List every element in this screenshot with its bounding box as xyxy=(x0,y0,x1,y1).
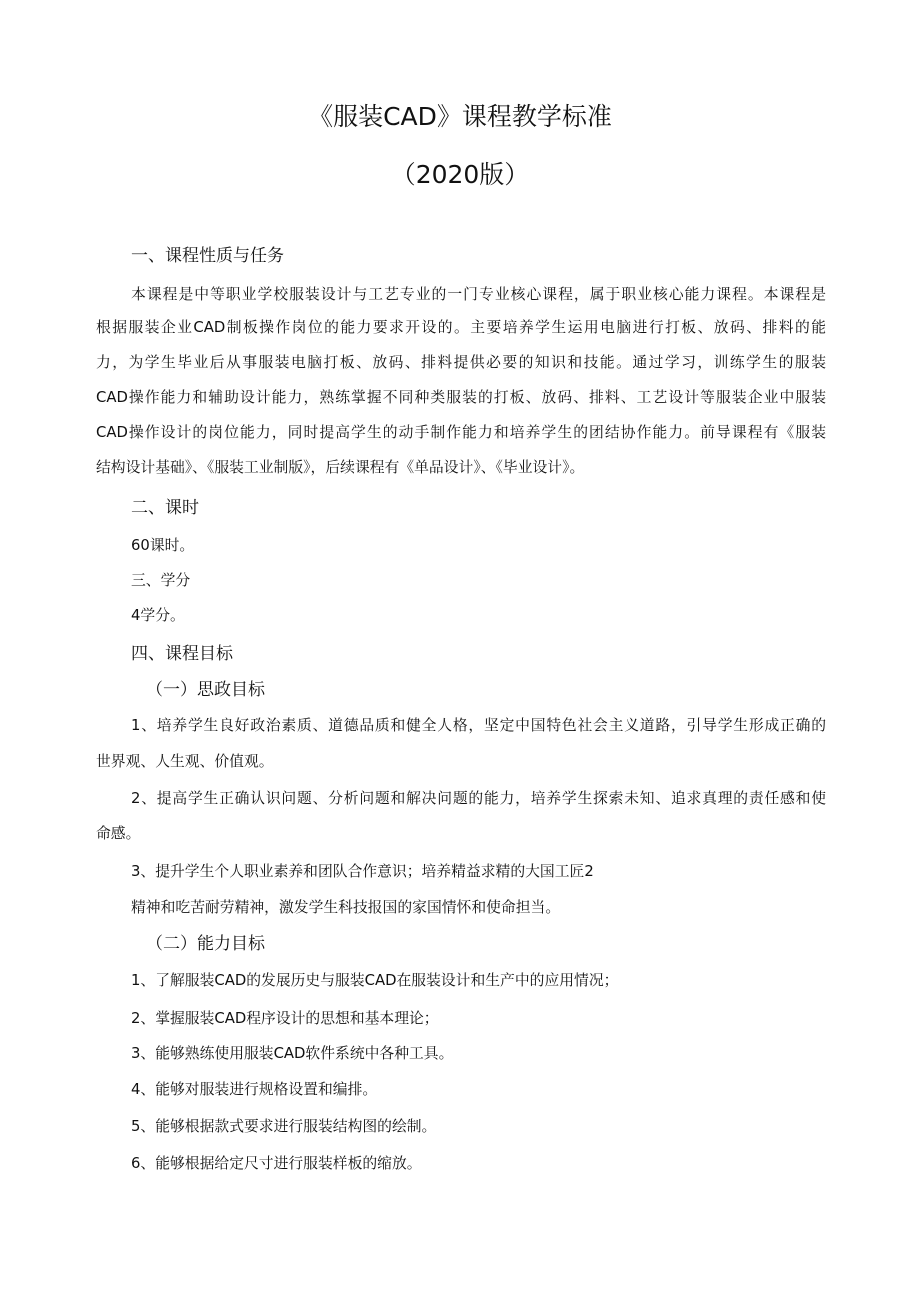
objective-line: 3、提升学生个人职业素养和团队合作意识；培养精益求精的大国工匠2 xyxy=(131,863,594,880)
objective-line: 2、提高学生正确认识问题、分析问题和解决问题的能力，培养学生探索未知、追求真理的责任感和使 xyxy=(131,790,826,807)
subheading-ideology: （一）思政目标 xyxy=(146,680,265,700)
paragraph-line: 本课程是中等职业学校服装设计与工艺专业的一门专业核心课程，属于职业核心能力课程。本课程是 xyxy=(131,286,826,303)
ability-item: 6、能够根据给定尺寸进行服装样板的缩放。 xyxy=(131,1155,422,1172)
ability-item: 1、了解服装CAD的发展历史与服装CAD在服装设计和生产中的应用情况； xyxy=(131,972,619,989)
objective-line: 1、培养学生良好政治素质、道德品质和健全人格，坚定中国特色社会主义道路，引导学生形成正确的 xyxy=(131,717,826,734)
document-subtitle: （2020版） xyxy=(390,160,530,189)
credits-value: 4学分。 xyxy=(131,607,185,624)
ability-item: 3、能够熟练使用服装CAD软件系统中各种工具。 xyxy=(131,1045,454,1062)
ability-item: 5、能够根据款式要求进行服装结构图的绘制。 xyxy=(131,1118,437,1135)
paragraph-line: CAD操作设计的岗位能力，同时提高学生的动手制作能力和培养学生的团结协作能力。前导课程有《服装 xyxy=(96,424,826,441)
section-heading-objectives: 四、课程目标 xyxy=(131,644,233,664)
section-heading-nature: 一、课程性质与任务 xyxy=(131,246,284,266)
ability-item: 2、掌握服装CAD程序设计的思想和基本理论； xyxy=(131,1010,439,1027)
paragraph-line: 力，为学生毕业后从事服装电脑打板、放码、排料提供必要的知识和技能。通过学习，训练学生的服装 xyxy=(96,354,826,371)
paragraph-line: 结构设计基础》、《服装工业制版》，后续课程有《单品设计》、《毕业设计》。 xyxy=(96,459,585,476)
ability-item: 4、能够对服装进行规格设置和编排。 xyxy=(131,1081,378,1098)
objective-line: 世界观、人生观、价值观。 xyxy=(96,753,274,770)
section-heading-hours: 二、课时 xyxy=(131,498,199,518)
section-heading-credits: 三、学分 xyxy=(131,572,191,589)
hours-value: 60课时。 xyxy=(131,537,195,554)
subheading-ability: （二）能力目标 xyxy=(146,934,265,954)
document-title: 《服装CAD》课程教学标准 xyxy=(308,102,612,131)
paragraph-line: CAD操作能力和辅助设计能力，熟练掌握不同种类服装的打板、放码、排料、工艺设计等服装企业中服装 xyxy=(96,389,826,406)
objective-line: 命感。 xyxy=(96,825,141,842)
paragraph-line: 根据服装企业CAD制板操作岗位的能力要求开设的。主要培养学生运用电脑进行打板、放码、排料的能 xyxy=(96,319,826,336)
objective-line: 精神和吃苦耐劳精神，激发学生科技报国的家国情怀和使命担当。 xyxy=(131,899,561,916)
